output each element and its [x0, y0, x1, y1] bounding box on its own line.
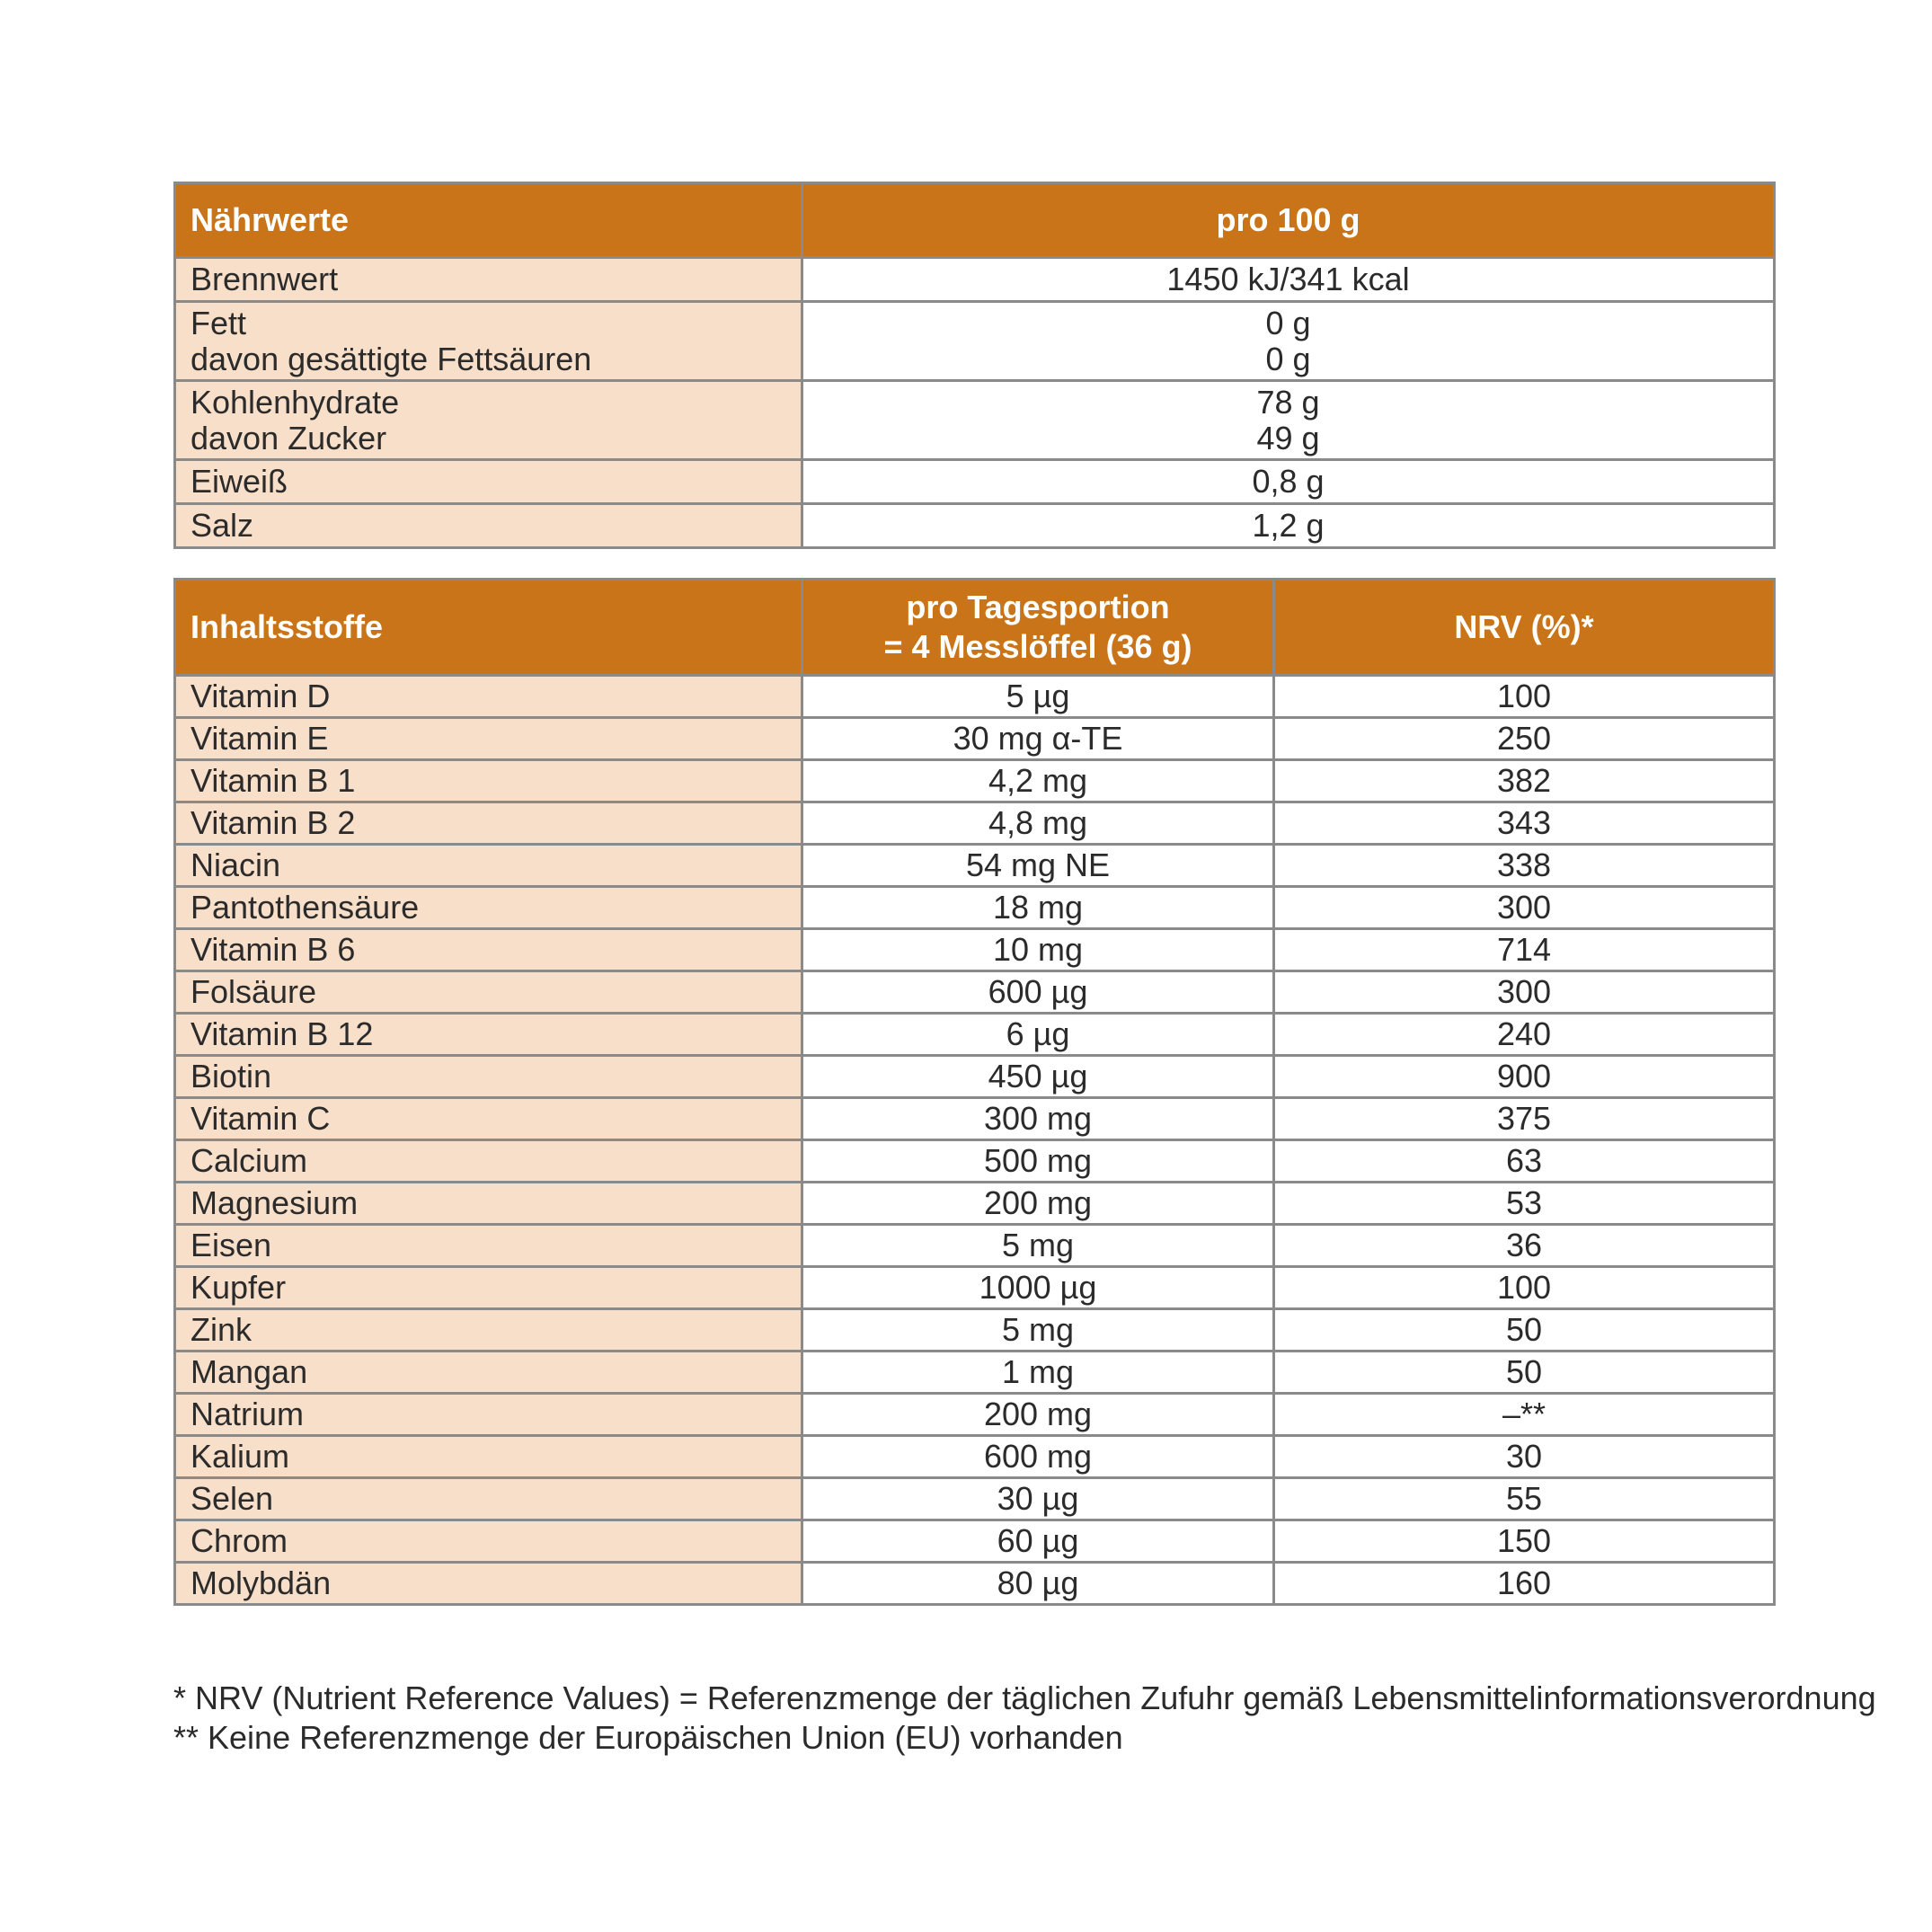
ingredient-name: Vitamin B 1: [175, 760, 802, 802]
ingredient-nrv: 714: [1274, 929, 1775, 971]
ingredient-nrv: 150: [1274, 1520, 1775, 1563]
ingredient-name: Pantothensäure: [175, 887, 802, 929]
nutrition-value: 49 g: [1256, 419, 1320, 456]
ingredient-amount: 54 mg NE: [802, 845, 1274, 887]
ingredient-row: [175, 1394, 1775, 1436]
ingredient-row: [175, 1267, 1775, 1309]
ingredient-name: Vitamin C: [175, 1098, 802, 1140]
nutrition-label-cell: [175, 504, 802, 548]
ingredient-row: [175, 929, 1775, 971]
nutrition-value-cell: [802, 302, 1775, 381]
ingredient-row: [175, 1140, 1775, 1183]
nutrition-row: [175, 381, 1775, 460]
ingredient-nrv: 375: [1274, 1098, 1775, 1140]
ingredient-row: [175, 1309, 1775, 1352]
nutrition-value-cell: [802, 381, 1775, 460]
nutrition-value-cell: [802, 504, 1775, 548]
nutrition-label: Salz: [191, 507, 254, 544]
nutrition-label: davon gesättigte Fettsäuren: [191, 340, 592, 377]
footnote-no-reference: ** Keine Referenzmenge der Europäischen Union (EU) vorhanden: [173, 1719, 1123, 1756]
nutrition-row: [175, 504, 1775, 548]
nutrition-value-cell: [802, 460, 1775, 504]
ingredients-header-row: [175, 580, 1775, 676]
portion-header-line-1: pro Tagesportion: [906, 589, 1170, 625]
ingredient-amount: 30 µg: [802, 1478, 1274, 1520]
nutrition-label: Eiweiß: [191, 463, 288, 500]
ingredient-nrv: 63: [1274, 1140, 1775, 1183]
ingredient-name: Vitamin B 2: [175, 802, 802, 845]
ingredient-name: Vitamin B 12: [175, 1014, 802, 1056]
nutrition-label: Brennwert: [191, 261, 339, 297]
ingredient-row: [175, 760, 1775, 802]
ingredient-name: Folsäure: [175, 971, 802, 1014]
ingredient-amount: 10 mg: [802, 929, 1274, 971]
ingredient-amount: 5 mg: [802, 1225, 1274, 1267]
ingredient-amount: 600 µg: [802, 971, 1274, 1014]
ingredient-name: Biotin: [175, 1056, 802, 1098]
ingredient-row: [175, 1520, 1775, 1563]
ingredient-amount: 30 mg α-TE: [802, 718, 1274, 760]
nutrition-header-value: pro 100 g: [802, 183, 1775, 258]
nutrition-header-row: [175, 183, 1775, 258]
ingredient-nrv: –**: [1274, 1394, 1775, 1436]
ingredient-row: [175, 1098, 1775, 1140]
ingredient-name: Calcium: [175, 1140, 802, 1183]
nutrition-label: Fett: [191, 304, 247, 341]
ingredients-header-nrv: NRV (%)*: [1274, 580, 1775, 676]
ingredient-amount: 200 mg: [802, 1183, 1274, 1225]
nutrition-row: [175, 258, 1775, 302]
ingredient-nrv: 300: [1274, 887, 1775, 929]
nutrition-value: 0,8 g: [1252, 463, 1325, 500]
ingredient-name: Molybdän: [175, 1563, 802, 1605]
ingredients-table: [173, 578, 1776, 1606]
ingredient-name: Mangan: [175, 1352, 802, 1394]
ingredient-name: Magnesium: [175, 1183, 802, 1225]
nutrition-value: 78 g: [1256, 383, 1320, 421]
ingredient-amount: 4,8 mg: [802, 802, 1274, 845]
ingredients-body: [175, 676, 1775, 1605]
ingredient-amount: 500 mg: [802, 1140, 1274, 1183]
nutrition-value: 1450 kJ/341 kcal: [1166, 261, 1410, 297]
ingredient-name: Vitamin B 6: [175, 929, 802, 971]
nutrition-header-label: Nährwerte: [175, 183, 802, 258]
nutrition-label-cell: [175, 460, 802, 504]
ingredient-nrv: 900: [1274, 1056, 1775, 1098]
ingredient-name: Kalium: [175, 1436, 802, 1478]
ingredient-row: [175, 971, 1775, 1014]
ingredient-amount: 1 mg: [802, 1352, 1274, 1394]
ingredient-name: Zink: [175, 1309, 802, 1352]
ingredient-row: [175, 1014, 1775, 1056]
ingredient-amount: 5 mg: [802, 1309, 1274, 1352]
ingredient-name: Eisen: [175, 1225, 802, 1267]
ingredient-row: [175, 676, 1775, 718]
ingredient-amount: 6 µg: [802, 1014, 1274, 1056]
nutrition-label: davon Zucker: [191, 419, 387, 456]
ingredient-row: [175, 1183, 1775, 1225]
ingredient-nrv: 338: [1274, 845, 1775, 887]
ingredient-amount: 300 mg: [802, 1098, 1274, 1140]
ingredient-nrv: 343: [1274, 802, 1775, 845]
ingredient-amount: 200 mg: [802, 1394, 1274, 1436]
ingredient-nrv: 100: [1274, 1267, 1775, 1309]
ingredient-nrv: 36: [1274, 1225, 1775, 1267]
ingredient-name: Niacin: [175, 845, 802, 887]
ingredient-name: Vitamin E: [175, 718, 802, 760]
ingredient-nrv: 100: [1274, 676, 1775, 718]
portion-header-line-2: = 4 Messlöffel (36 g): [883, 628, 1192, 665]
ingredient-nrv: 240: [1274, 1014, 1775, 1056]
ingredients-header-portion: [802, 580, 1274, 676]
ingredient-row: [175, 887, 1775, 929]
ingredient-nrv: 50: [1274, 1352, 1775, 1394]
nutrition-body: [175, 258, 1775, 548]
ingredient-nrv: 55: [1274, 1478, 1775, 1520]
nutrition-table: [173, 182, 1776, 549]
footnote-nrv: * NRV (Nutrient Reference Values) = Referenzmenge der täglichen Zufuhr gemäß Lebensmittelinformationsverordnung: [173, 1679, 1876, 1716]
ingredient-nrv: 250: [1274, 718, 1775, 760]
ingredient-amount: 80 µg: [802, 1563, 1274, 1605]
nutrition-label-cell: [175, 381, 802, 460]
ingredient-amount: 1000 µg: [802, 1267, 1274, 1309]
ingredient-amount: 450 µg: [802, 1056, 1274, 1098]
nutrition-row: [175, 302, 1775, 381]
ingredient-name: Vitamin D: [175, 676, 802, 718]
nutrition-label-cell: [175, 258, 802, 302]
ingredients-header-label: Inhaltsstoffe: [175, 580, 802, 676]
ingredient-row: [175, 1436, 1775, 1478]
nutrition-label-cell: [175, 302, 802, 381]
nutrition-value-cell: [802, 258, 1775, 302]
ingredient-name: Kupfer: [175, 1267, 802, 1309]
ingredient-amount: 60 µg: [802, 1520, 1274, 1563]
nutrition-value: 0 g: [1265, 340, 1311, 377]
ingredient-row: [175, 1563, 1775, 1605]
ingredient-name: Natrium: [175, 1394, 802, 1436]
ingredient-amount: 4,2 mg: [802, 760, 1274, 802]
ingredient-amount: 5 µg: [802, 676, 1274, 718]
ingredient-row: [175, 1056, 1775, 1098]
ingredient-nrv: 160: [1274, 1563, 1775, 1605]
ingredient-name: Chrom: [175, 1520, 802, 1563]
footnotes: [173, 1679, 1876, 1758]
ingredient-nrv: 300: [1274, 971, 1775, 1014]
nutrition-label: Kohlenhydrate: [191, 383, 400, 421]
ingredient-row: [175, 802, 1775, 845]
ingredient-name: Selen: [175, 1478, 802, 1520]
ingredient-nrv: 50: [1274, 1309, 1775, 1352]
ingredient-nrv: 30: [1274, 1436, 1775, 1478]
ingredient-nrv: 382: [1274, 760, 1775, 802]
nutrition-value: 0 g: [1265, 304, 1311, 341]
ingredient-row: [175, 1225, 1775, 1267]
ingredient-nrv: 53: [1274, 1183, 1775, 1225]
nutrition-row: [175, 460, 1775, 504]
ingredient-row: [175, 845, 1775, 887]
ingredient-amount: 600 mg: [802, 1436, 1274, 1478]
ingredient-row: [175, 718, 1775, 760]
nutrition-value: 1,2 g: [1252, 507, 1325, 544]
ingredient-row: [175, 1478, 1775, 1520]
ingredient-row: [175, 1352, 1775, 1394]
ingredient-amount: 18 mg: [802, 887, 1274, 929]
